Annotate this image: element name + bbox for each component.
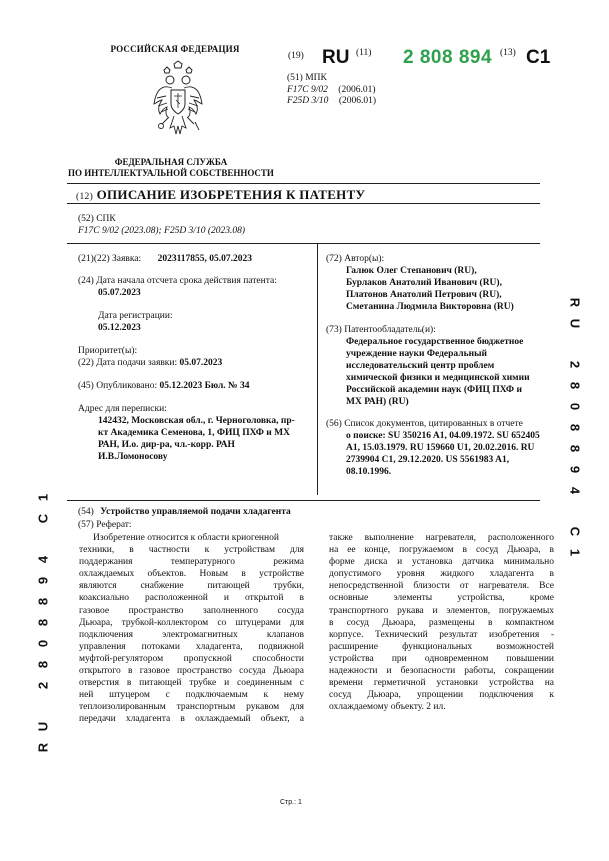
invention-name-row bbox=[78, 506, 291, 518]
country-name: РОССИЙСКАЯ ФЕДЕРАЦИЯ bbox=[110, 44, 240, 54]
spk-block bbox=[78, 213, 245, 237]
abstract-line: теплоизолированным транспортным рукавом для bbox=[79, 702, 304, 713]
abstract-label: (57) Реферат: bbox=[78, 520, 132, 530]
application-value: 2023117855, 05.07.2023 bbox=[157, 254, 253, 264]
abstract-line: транспортного рукава и элементов, погружаемых bbox=[329, 605, 554, 616]
abstract-line: на ее конце, погружаемом в сосуд Дьюара, в bbox=[329, 545, 554, 556]
owner-label: (73) Патентообладатель(и): bbox=[326, 325, 436, 335]
filing-row bbox=[78, 357, 314, 369]
abstract-top-rule bbox=[67, 500, 540, 501]
code-13: (13) bbox=[500, 48, 516, 58]
mpk-version-2: (2006.01) bbox=[338, 96, 377, 106]
abstract-line: являются снабжение питающей трубки, bbox=[79, 581, 304, 592]
code-11: (11) bbox=[356, 48, 372, 58]
abstract-line: газовое пространство заполненного сосуда bbox=[79, 605, 304, 616]
side-char: R bbox=[567, 297, 583, 308]
title-rule bbox=[67, 203, 540, 204]
side-char: 0 bbox=[35, 639, 51, 648]
address-block bbox=[78, 415, 314, 463]
abstract-line: отверстия в питающей трубке и соединенным с bbox=[79, 678, 304, 689]
side-char: U bbox=[35, 721, 51, 732]
abstract-line: времени герметичной установки устройства на bbox=[329, 678, 554, 689]
abstract-line: поддержания температурного режима bbox=[79, 557, 304, 568]
cited-docs-line: (56) Список документов, цитированных в отчете bbox=[326, 419, 523, 429]
side-char: 1 bbox=[567, 548, 583, 557]
application-label: (21)(22) Заявка: bbox=[78, 254, 142, 264]
abstract-line: техники, в частности к устройствам для bbox=[79, 545, 304, 556]
abstract-line: муфтой-регулятором пропускной способности bbox=[79, 653, 304, 664]
side-char: 8 bbox=[35, 618, 51, 627]
side-char: 8 bbox=[567, 381, 583, 390]
registration-label: Дата регистрации: bbox=[98, 311, 173, 321]
author-item: Галюк Олег Степанович (RU), bbox=[346, 266, 477, 276]
mpk-row-2 bbox=[287, 96, 376, 108]
side-char: 1 bbox=[35, 493, 51, 502]
right-column bbox=[326, 253, 558, 478]
side-char: 0 bbox=[567, 402, 583, 411]
cited-docs-line: A1, 15.03.1979. RU 159660 U1, 20.02.2016. RU bbox=[346, 443, 535, 453]
owner-line: химической физики и медицинской химии bbox=[346, 373, 530, 383]
side-char: U bbox=[567, 318, 583, 329]
side-code-right-glyphs bbox=[566, 292, 584, 557]
country-code: RU bbox=[322, 47, 350, 68]
page-number: Стр.: 1 bbox=[280, 799, 302, 806]
agency-line-2: ПО ИНТЕЛЛЕКТУАЛЬНОЙ СОБСТВЕННОСТИ bbox=[68, 168, 274, 178]
spk-label: (52) СПК bbox=[78, 214, 116, 224]
abstract-line: допустимого уровня жидкого хладагента в bbox=[329, 569, 554, 580]
side-char: 8 bbox=[35, 597, 51, 606]
address-line: И.В.Ломоносову bbox=[98, 452, 168, 462]
abstract-line: передачи хладагента в охлаждаемый объект, а bbox=[79, 714, 304, 725]
mpk-row-1 bbox=[287, 85, 376, 97]
document-title bbox=[76, 187, 365, 203]
abstract-line: в сосуд Дьюара, размещены в компактном bbox=[329, 617, 554, 628]
application-row bbox=[78, 253, 314, 265]
abstract-right-column bbox=[329, 532, 554, 713]
side-char: 4 bbox=[35, 555, 51, 564]
invention-name: Устройство управляемой подачи хладагента bbox=[100, 507, 291, 517]
filing-value: 05.07.2023 bbox=[179, 358, 223, 368]
agency-line-1: ФЕДЕРАЛЬНАЯ СЛУЖБА bbox=[114, 157, 228, 167]
abstract-line: надежности и безопасности работы, сокращении bbox=[329, 666, 554, 677]
mpk-code-2: F25D 3/10 bbox=[287, 96, 329, 106]
abstract-line: Изобретение относится к области криогенной bbox=[93, 533, 279, 543]
start-date-label: (24) Дата начала отсчета срока действия патента: bbox=[78, 276, 277, 286]
abstract-line: корпусе. Технический результат изобретения - bbox=[329, 629, 554, 640]
abstract-line: основные элементы устройства, кроме bbox=[329, 593, 554, 604]
abstract-left-column bbox=[79, 532, 304, 726]
spk-value: F17C 9/02 (2023.08); F25D 3/10 (2023.08) bbox=[78, 226, 246, 236]
abstract-line: расширение функциональных возможностей bbox=[329, 641, 554, 652]
published-value: 05.12.2023 Бюл. № 34 bbox=[159, 381, 250, 391]
side-char: 4 bbox=[567, 486, 583, 495]
side-char: 2 bbox=[567, 360, 583, 369]
author-item: Сметанина Людмила Викторовна (RU) bbox=[346, 302, 514, 312]
invention-code: (54) bbox=[78, 507, 94, 517]
address-label: Адрес для переписки: bbox=[78, 404, 167, 414]
cited-docs bbox=[326, 418, 558, 478]
abstract-line: охлаждаемому объекту. 2 ил. bbox=[329, 702, 446, 713]
left-column bbox=[78, 253, 314, 463]
authors-list bbox=[326, 265, 558, 313]
patent-number: 2 808 894 bbox=[403, 47, 493, 68]
column-divider bbox=[317, 243, 318, 495]
published-label: (45) Опубликовано: bbox=[78, 381, 158, 391]
side-char: 8 bbox=[35, 660, 51, 669]
mpk-version-1: (2006.01) bbox=[338, 84, 376, 95]
abstract-line: устройства при одновременном повышении bbox=[329, 653, 554, 664]
mpk-label: (51) МПК bbox=[287, 73, 327, 83]
side-char: 2 bbox=[35, 681, 51, 690]
abstract-line: охлаждаемых объектов. Новым в устройстве bbox=[79, 569, 304, 580]
abstract-line: подключения электромагнитных клапанов bbox=[79, 629, 304, 640]
abstract-line: открытого в газовое пространство сосуда Дьюара bbox=[79, 666, 304, 677]
abstract-line: Дьюара, трубкой-коллектором со штуцерами для bbox=[79, 617, 304, 628]
published-row bbox=[78, 380, 314, 392]
agency-name bbox=[66, 157, 276, 179]
abstract-line: ней штуцером с подключаемым к нему bbox=[79, 690, 304, 701]
side-char: 8 bbox=[567, 444, 583, 453]
side-char: R bbox=[35, 742, 51, 753]
address-line: 142432, Московская обл., г. Черноголовка, пр- bbox=[98, 416, 295, 426]
side-char: 9 bbox=[35, 576, 51, 585]
cited-docs-line: о поиске: SU 350216 A1, 04.09.1972. SU 652405 bbox=[346, 431, 540, 441]
state-emblem-icon bbox=[152, 60, 204, 152]
owner-line: исследовательский центр проблем bbox=[346, 361, 495, 371]
owner-block bbox=[326, 336, 558, 408]
side-char: 8 bbox=[567, 423, 583, 432]
side-char: C bbox=[35, 513, 51, 524]
mpk-block bbox=[287, 73, 376, 108]
side-char: C bbox=[567, 526, 583, 537]
owner-line: Российской академии наук (ФИЦ ПХФ и bbox=[346, 385, 522, 395]
abstract-line: управления потоками хладагента, подвижной bbox=[79, 641, 304, 652]
author-item: Бурлаков Анатолий Иванович (RU), bbox=[346, 278, 502, 288]
abstract-line: непосредственной близости от нагревателя. Все bbox=[329, 581, 554, 592]
code-19: (19) bbox=[288, 51, 304, 61]
cited-docs-line: 2739904 C1, 29.12.2020. US 5561983 A1, bbox=[346, 455, 510, 465]
cited-docs-line: 08.10.1996. bbox=[346, 467, 392, 477]
title-code: (12) bbox=[76, 192, 94, 202]
abstract-line: коаксиально расположенной и открытой в bbox=[79, 593, 304, 604]
side-code-left-glyphs bbox=[34, 487, 52, 753]
authors-label: (72) Автор(ы): bbox=[326, 254, 385, 264]
owner-line: Федеральное государственное бюджетное bbox=[346, 337, 524, 347]
abstract-line: сосуд Дьюара, упрощении подключения к bbox=[329, 690, 554, 701]
abstract-line: форме диска и установка датчика минимально bbox=[329, 557, 554, 568]
address-line: РАН, И.о. дир-ра, чл.-корр. РАН bbox=[98, 440, 235, 450]
columns-top-rule bbox=[67, 243, 540, 244]
mpk-code-1: F17C 9/02 bbox=[287, 84, 328, 95]
top-rule bbox=[67, 183, 540, 184]
priority-label: Приоритет(ы): bbox=[78, 346, 138, 356]
author-item: Платонов Анатолий Петрович (RU), bbox=[346, 290, 502, 300]
registration-value: 05.12.2023 bbox=[98, 323, 141, 333]
owner-line: учреждение науки Федеральный bbox=[346, 349, 487, 359]
title-text: ОПИСАНИЕ ИЗОБРЕТЕНИЯ К ПАТЕНТУ bbox=[96, 187, 366, 202]
owner-line: МХ РАН) (RU) bbox=[346, 397, 409, 407]
abstract-line: также выполнение нагревателя, расположенного bbox=[329, 533, 554, 543]
start-date-value: 05.07.2023 bbox=[98, 288, 141, 298]
kind-code: C1 bbox=[526, 47, 551, 68]
address-line: кт Академика Семенова, 1, ФИЦ ПХФ и МХ bbox=[98, 428, 290, 438]
side-char: 9 bbox=[567, 465, 583, 474]
filing-label: (22) Дата подачи заявки: bbox=[78, 358, 178, 368]
